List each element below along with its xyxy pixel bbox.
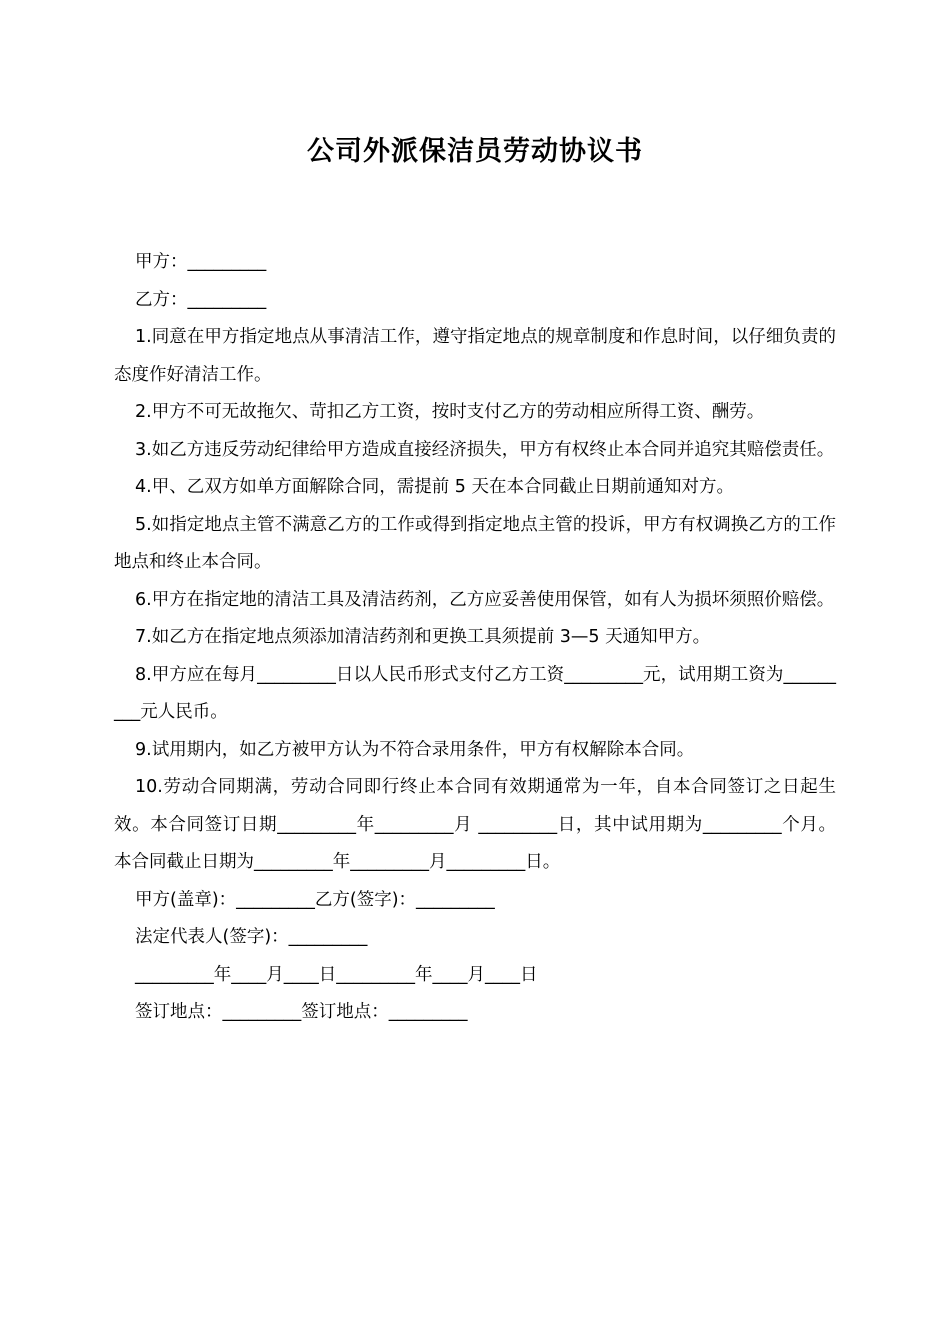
clause-10: 10.劳动合同期满，劳动合同即行终止本合同有效期通常为一年，自本合同签订之日起生效。本合同签订日期_________年_________月 _________日，其中试用期为_________个月。本合同截止日期为_________年_________月_________日。 (114, 777, 836, 872)
clause-6: 6.甲方在指定地的清洁工具及清洁药剂，乙方应妥善使用保管，如有人为损坏须照价赔偿。 (135, 589, 835, 610)
clause-1: 1.同意在甲方指定地点从事清洁工作，遵守指定地点的规章制度和作息时间，以仔细负责的态度作好清洁工作。 (114, 327, 836, 385)
clause-2: 2.甲方不可无故拖欠、苛扣乙方工资，按时支付乙方的劳动相应所得工资、酬劳。 (135, 402, 765, 422)
party-b-line: 乙方：_________ (135, 289, 267, 310)
clause-9: 9.试用期内，如乙方被甲方认为不符合录用条件，甲方有权解除本合同。 (135, 739, 695, 760)
clause-7: 7.如乙方在指定地点须添加清洁药剂和更换工具须提前 3—5 天通知甲方。 (135, 627, 711, 647)
party-a-line: 甲方：_________ (135, 252, 267, 272)
clause-8: 8.甲方应在每月_________日以人民币形式支付乙方工资_________元，试用期工资为_________元人民币。 (114, 664, 836, 722)
signature-seal-line: 甲方(盖章)：_________乙方(签字)：_________ (135, 889, 495, 910)
signature-place-line: 签订地点：_________签订地点：_________ (135, 1002, 468, 1022)
clause-3: 3.如乙方违反劳动纪律给甲方造成直接经济损失，甲方有权终止本合同并追究其赔偿责任。 (135, 439, 835, 460)
clause-5: 5.如指定地点主管不满意乙方的工作或得到指定地点主管的投诉，甲方有权调换乙方的工作地点和终止本合同。 (114, 514, 836, 572)
clause-4: 4.甲、乙双方如单方面解除合同，需提前 5 天在本合同截止日期前通知对方。 (135, 477, 734, 497)
signature-date-line: _________年____月____日_________年____月____日 (135, 964, 538, 985)
document-title: 公司外派保洁员劳动协议书 (307, 136, 643, 167)
document-body (114, 244, 836, 1032)
signature-legal-rep-line: 法定代表人(签字)：_________ (135, 927, 368, 947)
